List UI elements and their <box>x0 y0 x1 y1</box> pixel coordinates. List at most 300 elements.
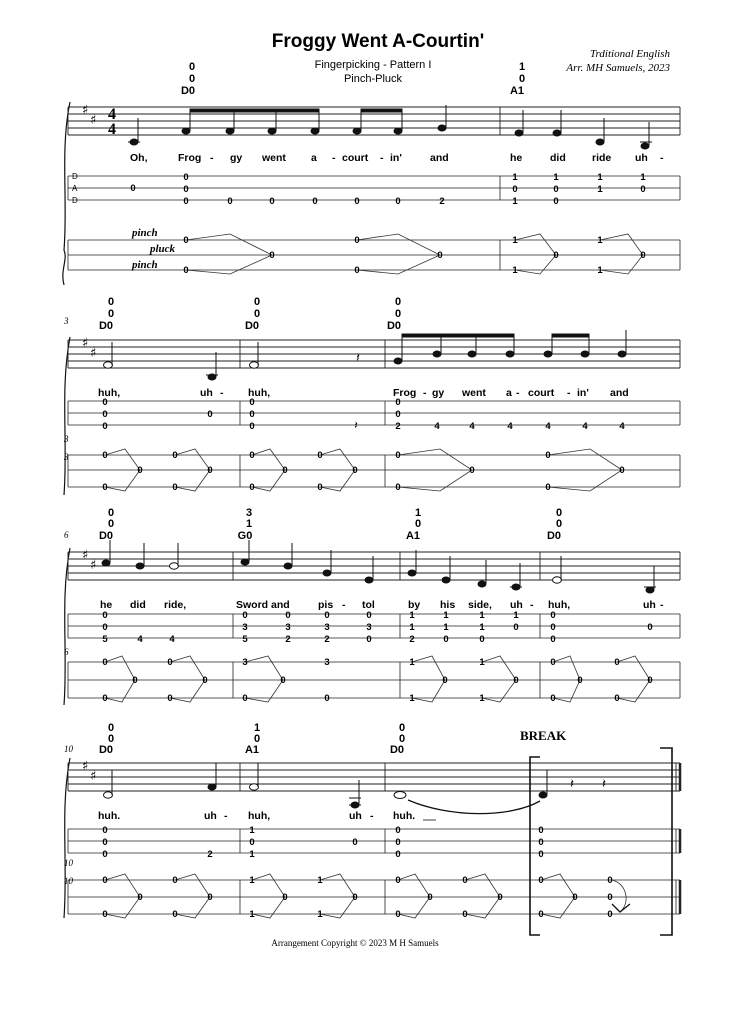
svg-text:0: 0 <box>395 450 401 461</box>
svg-text:0: 0 <box>572 892 578 903</box>
svg-text:0: 0 <box>395 825 401 836</box>
svg-text:did: did <box>130 599 146 611</box>
svg-text:1: 1 <box>512 196 518 207</box>
svg-text:-: - <box>530 599 534 611</box>
svg-text:1: 1 <box>479 657 485 668</box>
svg-text:0: 0 <box>479 634 485 645</box>
svg-text:0: 0 <box>132 675 138 686</box>
svg-text:Frog: Frog <box>393 387 417 399</box>
svg-text:-: - <box>516 387 520 399</box>
svg-text:0: 0 <box>207 892 213 903</box>
svg-text:0: 0 <box>167 693 173 704</box>
svg-text:𝄽: 𝄽 <box>354 419 358 432</box>
svg-text:0: 0 <box>395 409 401 420</box>
svg-text:1: 1 <box>597 265 603 276</box>
lyrics-line-3 <box>100 599 664 611</box>
svg-text:0: 0 <box>647 675 653 686</box>
chord-d0 <box>387 296 401 332</box>
svg-text:-: - <box>224 810 228 822</box>
svg-text:4: 4 <box>469 421 475 432</box>
svg-text:0: 0 <box>395 482 401 493</box>
svg-text:0: 0 <box>102 622 108 633</box>
svg-text:10: 10 <box>64 876 73 886</box>
svg-text:1: 1 <box>253 722 261 734</box>
svg-text:𝄽: 𝄽 <box>356 351 360 366</box>
svg-text:0: 0 <box>172 450 178 461</box>
svg-text:0: 0 <box>395 909 401 920</box>
tab-numbers-1 <box>130 172 646 207</box>
svg-text:in': in' <box>390 152 402 164</box>
svg-text:huh,: huh, <box>248 810 271 822</box>
svg-text:3: 3 <box>366 622 372 633</box>
svg-text:♯: ♯ <box>82 103 89 118</box>
label-pinch-bottom: pinch <box>132 259 158 271</box>
svg-text:0: 0 <box>317 450 323 461</box>
svg-text:1: 1 <box>249 875 255 886</box>
svg-text:0: 0 <box>398 722 406 734</box>
svg-text:0: 0 <box>352 837 358 848</box>
svg-text:0: 0 <box>462 875 468 886</box>
svg-text:0: 0 <box>538 849 544 860</box>
svg-text:0: 0 <box>130 183 136 194</box>
subtitle-pattern: Fingerpicking - Pattern I <box>314 59 432 71</box>
chord-a1 <box>245 722 260 756</box>
svg-text:1: 1 <box>443 622 449 633</box>
svg-text:side,: side, <box>468 599 492 611</box>
svg-text:0: 0 <box>577 675 583 686</box>
svg-text:ride: ride <box>592 152 612 164</box>
svg-text:♯: ♯ <box>82 336 89 351</box>
svg-text:0: 0 <box>442 675 448 686</box>
svg-text:A1: A1 <box>405 530 421 542</box>
svg-text:1: 1 <box>479 693 485 704</box>
svg-text:0: 0 <box>553 184 559 195</box>
svg-text:D0: D0 <box>98 320 114 332</box>
svg-text:and: and <box>430 152 449 164</box>
svg-text:0: 0 <box>443 634 449 645</box>
svg-text:he: he <box>100 599 113 611</box>
svg-text:0: 0 <box>555 507 563 519</box>
svg-text:court: court <box>342 152 369 164</box>
svg-text:0: 0 <box>555 518 563 530</box>
svg-text:5: 5 <box>242 634 248 645</box>
svg-text:1: 1 <box>512 172 518 183</box>
svg-text:gy: gy <box>432 387 445 399</box>
svg-text:uh: uh <box>204 810 217 822</box>
svg-text:0: 0 <box>538 909 544 920</box>
svg-text:0: 0 <box>102 849 108 860</box>
svg-text:0: 0 <box>414 518 422 530</box>
svg-text:gy: gy <box>230 152 243 164</box>
svg-text:0: 0 <box>607 892 613 903</box>
svg-text:0: 0 <box>427 892 433 903</box>
svg-text:went: went <box>262 152 286 164</box>
svg-text:0: 0 <box>553 196 559 207</box>
svg-text:0: 0 <box>102 825 108 836</box>
svg-text:0: 0 <box>137 892 143 903</box>
svg-text:♯: ♯ <box>90 769 97 784</box>
svg-text:A1: A1 <box>244 744 260 756</box>
svg-text:0: 0 <box>183 196 189 207</box>
svg-text:♯: ♯ <box>82 759 89 774</box>
svg-text:D0: D0 <box>386 320 402 332</box>
svg-text:1: 1 <box>414 507 422 519</box>
svg-text:-: - <box>380 152 384 164</box>
svg-text:♯: ♯ <box>90 558 97 573</box>
svg-text:0: 0 <box>324 693 330 704</box>
svg-text:2: 2 <box>409 634 415 645</box>
svg-text:0: 0 <box>107 518 115 530</box>
svg-text:0: 0 <box>545 450 551 461</box>
svg-text:1: 1 <box>597 184 603 195</box>
svg-text:-: - <box>423 387 427 399</box>
svg-text:0: 0 <box>354 235 360 246</box>
svg-text:0: 0 <box>282 465 288 476</box>
svg-text:0: 0 <box>550 634 556 645</box>
measure-number-6: 6 <box>64 530 69 540</box>
svg-text:0: 0 <box>249 837 255 848</box>
svg-text:♯: ♯ <box>82 548 89 563</box>
svg-text:-: - <box>342 599 346 611</box>
svg-text:0: 0 <box>172 875 178 886</box>
tab-string-3: D <box>72 196 78 205</box>
svg-text:D0: D0 <box>180 85 196 97</box>
svg-text:uh: uh <box>510 599 523 611</box>
svg-text:1: 1 <box>443 610 449 621</box>
svg-text:1: 1 <box>249 849 255 860</box>
svg-text:♯: ♯ <box>90 346 97 361</box>
svg-text:0: 0 <box>640 250 646 261</box>
svg-text:3: 3 <box>64 452 69 462</box>
svg-text:0: 0 <box>352 892 358 903</box>
svg-text:0: 0 <box>102 610 108 621</box>
svg-text:0: 0 <box>188 61 196 73</box>
svg-text:1: 1 <box>409 622 415 633</box>
system-4 <box>64 722 680 935</box>
svg-text:0: 0 <box>469 465 475 476</box>
svg-text:D0: D0 <box>546 530 562 542</box>
svg-text:0: 0 <box>242 610 248 621</box>
svg-text:0: 0 <box>253 308 261 320</box>
svg-text:0: 0 <box>317 482 323 493</box>
svg-text:0: 0 <box>352 465 358 476</box>
svg-text:0: 0 <box>269 250 275 261</box>
svg-text:D0: D0 <box>389 744 405 756</box>
svg-text:-: - <box>332 152 336 164</box>
svg-text:4: 4 <box>169 634 175 645</box>
svg-text:0: 0 <box>249 397 255 408</box>
svg-text:0: 0 <box>553 250 559 261</box>
measure-number-10: 10 <box>64 744 73 754</box>
label-pinch-top: pinch <box>132 227 158 239</box>
svg-text:1: 1 <box>409 693 415 704</box>
chord-d0 <box>245 296 260 332</box>
svg-text:3: 3 <box>245 507 253 519</box>
svg-text:0: 0 <box>188 73 196 85</box>
svg-text:6: 6 <box>64 647 69 657</box>
svg-text:D0: D0 <box>98 744 114 756</box>
svg-text:2: 2 <box>395 421 401 432</box>
svg-text:0: 0 <box>513 675 519 686</box>
svg-text:0: 0 <box>280 675 286 686</box>
svg-text:0: 0 <box>107 308 115 320</box>
svg-text:pis: pis <box>318 599 334 611</box>
svg-text:0: 0 <box>607 909 613 920</box>
svg-text:-: - <box>210 152 214 164</box>
svg-text:-: - <box>370 810 374 822</box>
svg-text:1: 1 <box>317 909 323 920</box>
svg-text:2: 2 <box>439 196 445 207</box>
svg-text:0: 0 <box>137 465 143 476</box>
svg-text:0: 0 <box>183 265 189 276</box>
svg-text:0: 0 <box>607 875 613 886</box>
svg-text:did: did <box>550 152 566 164</box>
svg-text:0: 0 <box>102 657 108 668</box>
svg-text:0: 0 <box>395 875 401 886</box>
svg-text:0: 0 <box>102 397 108 408</box>
svg-text:A1: A1 <box>509 85 525 97</box>
svg-text:1: 1 <box>640 172 646 183</box>
chord-a1 <box>406 507 421 542</box>
chord-d0 <box>99 722 114 756</box>
lyrics-line-4 <box>98 810 415 822</box>
svg-text:Sword and: Sword and <box>236 599 290 611</box>
svg-text:0: 0 <box>172 909 178 920</box>
svg-text:4: 4 <box>582 421 588 432</box>
chord-d0 <box>99 507 114 542</box>
svg-text:10: 10 <box>64 858 73 868</box>
svg-text:2: 2 <box>207 849 213 860</box>
svg-text:0: 0 <box>512 184 518 195</box>
svg-text:0: 0 <box>167 657 173 668</box>
svg-text:4: 4 <box>545 421 551 432</box>
svg-text:4: 4 <box>137 634 143 645</box>
svg-text:0: 0 <box>102 837 108 848</box>
svg-text:1: 1 <box>512 265 518 276</box>
subtitle-technique: Pinch-Pluck <box>343 73 403 85</box>
svg-text:in': in' <box>577 387 589 399</box>
svg-text:0: 0 <box>312 196 318 207</box>
svg-text:by: by <box>408 599 421 611</box>
measure-number-3: 3 <box>64 316 69 326</box>
chord-d0 <box>181 61 195 97</box>
svg-text:huh.: huh. <box>393 810 416 822</box>
svg-text:0: 0 <box>207 465 213 476</box>
svg-text:0: 0 <box>518 73 526 85</box>
svg-text:huh,: huh, <box>548 599 571 611</box>
svg-text:1: 1 <box>518 61 526 73</box>
svg-text:0: 0 <box>462 909 468 920</box>
svg-text:D0: D0 <box>244 320 260 332</box>
svg-text:huh.: huh. <box>98 810 121 822</box>
svg-text:0: 0 <box>437 250 443 261</box>
lyrics-line-2 <box>98 387 629 399</box>
system-1 <box>63 61 680 285</box>
copyright-notice: Arrangement Copyright © 2023 M H Samuels <box>271 938 439 948</box>
svg-text:0: 0 <box>640 184 646 195</box>
svg-text:0: 0 <box>647 622 653 633</box>
svg-text:1: 1 <box>597 235 603 246</box>
chord-g0 <box>238 507 253 542</box>
svg-text:-: - <box>567 387 571 399</box>
svg-text:0: 0 <box>202 675 208 686</box>
svg-text:0: 0 <box>398 733 406 745</box>
svg-text:0: 0 <box>550 610 556 621</box>
svg-text:0: 0 <box>366 634 372 645</box>
svg-text:0: 0 <box>324 610 330 621</box>
svg-text:1: 1 <box>245 518 253 530</box>
svg-text:1: 1 <box>512 235 518 246</box>
svg-text:4: 4 <box>619 421 625 432</box>
system-3 <box>64 507 680 705</box>
tab-string-2: A <box>72 184 78 193</box>
svg-text:1: 1 <box>409 657 415 668</box>
label-pluck: pluck <box>150 243 176 255</box>
svg-text:0: 0 <box>227 196 233 207</box>
svg-text:0: 0 <box>394 308 402 320</box>
svg-text:4: 4 <box>507 421 513 432</box>
svg-text:0: 0 <box>207 409 213 420</box>
svg-text:tol: tol <box>362 599 375 611</box>
svg-text:0: 0 <box>107 296 115 308</box>
svg-text:1: 1 <box>553 172 559 183</box>
svg-text:0: 0 <box>538 825 544 836</box>
svg-text:0: 0 <box>102 875 108 886</box>
chord-d0 <box>547 507 562 542</box>
svg-text:4: 4 <box>434 421 440 432</box>
svg-text:0: 0 <box>102 421 108 432</box>
svg-text:a: a <box>506 387 512 399</box>
svg-text:0: 0 <box>497 892 503 903</box>
svg-text:0: 0 <box>183 172 189 183</box>
lyrics-line-1 <box>130 152 664 164</box>
svg-text:0: 0 <box>242 693 248 704</box>
svg-text:ride,: ride, <box>164 599 187 611</box>
svg-text:1: 1 <box>479 610 485 621</box>
svg-text:a: a <box>311 152 317 164</box>
svg-text:0: 0 <box>394 296 402 308</box>
svg-text:huh,: huh, <box>248 387 271 399</box>
svg-text:0: 0 <box>614 657 620 668</box>
svg-text:0: 0 <box>538 875 544 886</box>
svg-text:huh,: huh, <box>98 387 121 399</box>
svg-text:♯: ♯ <box>90 113 97 128</box>
svg-text:0: 0 <box>395 196 401 207</box>
chord-a1 <box>510 61 525 97</box>
svg-text:1: 1 <box>513 610 519 621</box>
svg-text:0: 0 <box>614 693 620 704</box>
svg-text:0: 0 <box>395 849 401 860</box>
svg-text:Oh,: Oh, <box>130 152 148 164</box>
svg-text:0: 0 <box>354 265 360 276</box>
credit-arranger: Arr. MH Samuels, 2023 <box>566 62 670 74</box>
svg-text:0: 0 <box>107 507 115 519</box>
svg-text:2: 2 <box>324 634 330 645</box>
svg-text:0: 0 <box>102 450 108 461</box>
svg-text:2: 2 <box>285 634 291 645</box>
svg-text:-: - <box>220 387 224 399</box>
svg-text:0: 0 <box>550 622 556 633</box>
svg-text:1: 1 <box>317 875 323 886</box>
svg-text:0: 0 <box>253 296 261 308</box>
svg-text:his: his <box>440 599 456 611</box>
svg-text:3: 3 <box>324 657 330 668</box>
svg-text:uh: uh <box>200 387 213 399</box>
svg-text:0: 0 <box>545 482 551 493</box>
svg-text:0: 0 <box>269 196 275 207</box>
time-sig-bottom: 4 <box>108 121 116 138</box>
chord-d0 <box>99 296 114 332</box>
svg-text:D0: D0 <box>98 530 114 542</box>
svg-text:3: 3 <box>64 434 69 444</box>
svg-text:uh: uh <box>643 599 656 611</box>
svg-text:uh: uh <box>349 810 362 822</box>
svg-text:1: 1 <box>249 909 255 920</box>
svg-text:0: 0 <box>395 837 401 848</box>
svg-text:0: 0 <box>102 409 108 420</box>
svg-text:he: he <box>510 152 523 164</box>
svg-text:3: 3 <box>242 622 248 633</box>
svg-text:0: 0 <box>253 733 261 745</box>
time-sig-top: 4 <box>108 106 116 123</box>
svg-text:0: 0 <box>282 892 288 903</box>
svg-text:0: 0 <box>619 465 625 476</box>
svg-text:0: 0 <box>183 235 189 246</box>
svg-text:and: and <box>610 387 629 399</box>
svg-text:1: 1 <box>249 825 255 836</box>
svg-text:0: 0 <box>102 909 108 920</box>
svg-text:0: 0 <box>102 693 108 704</box>
svg-text:0: 0 <box>285 610 291 621</box>
svg-text:0: 0 <box>366 610 372 621</box>
tab-string-1: D <box>72 172 78 181</box>
system-brace <box>63 102 70 285</box>
svg-text:0: 0 <box>249 421 255 432</box>
svg-text:0: 0 <box>107 733 115 745</box>
system-2 <box>63 296 680 495</box>
svg-text:3: 3 <box>324 622 330 633</box>
svg-text:-: - <box>660 152 664 164</box>
svg-text:0: 0 <box>354 196 360 207</box>
svg-text:0: 0 <box>172 482 178 493</box>
svg-text:0: 0 <box>395 397 401 408</box>
svg-text:0: 0 <box>183 184 189 195</box>
svg-text:uh: uh <box>635 152 648 164</box>
svg-text:court: court <box>528 387 555 399</box>
svg-text:0: 0 <box>550 693 556 704</box>
svg-text:0: 0 <box>550 657 556 668</box>
svg-text:1: 1 <box>479 622 485 633</box>
svg-text:-: - <box>660 599 664 611</box>
svg-text:𝄽: 𝄽 <box>570 777 574 792</box>
chord-d0 <box>390 722 405 756</box>
svg-text:0: 0 <box>102 482 108 493</box>
svg-text:1: 1 <box>409 610 415 621</box>
svg-text:0: 0 <box>513 622 519 633</box>
break-label: BREAK <box>520 728 567 743</box>
svg-text:0: 0 <box>249 450 255 461</box>
svg-text:𝄽: 𝄽 <box>602 777 606 792</box>
svg-text:Frog: Frog <box>178 152 202 164</box>
song-title: Froggy Went A-Courtin' <box>271 31 485 52</box>
svg-text:G0: G0 <box>237 530 253 542</box>
svg-text:0: 0 <box>538 837 544 848</box>
svg-text:3: 3 <box>285 622 291 633</box>
svg-text:0: 0 <box>107 722 115 734</box>
svg-text:went: went <box>462 387 486 399</box>
credit-origin: Trditional English <box>590 48 670 60</box>
svg-text:0: 0 <box>249 482 255 493</box>
